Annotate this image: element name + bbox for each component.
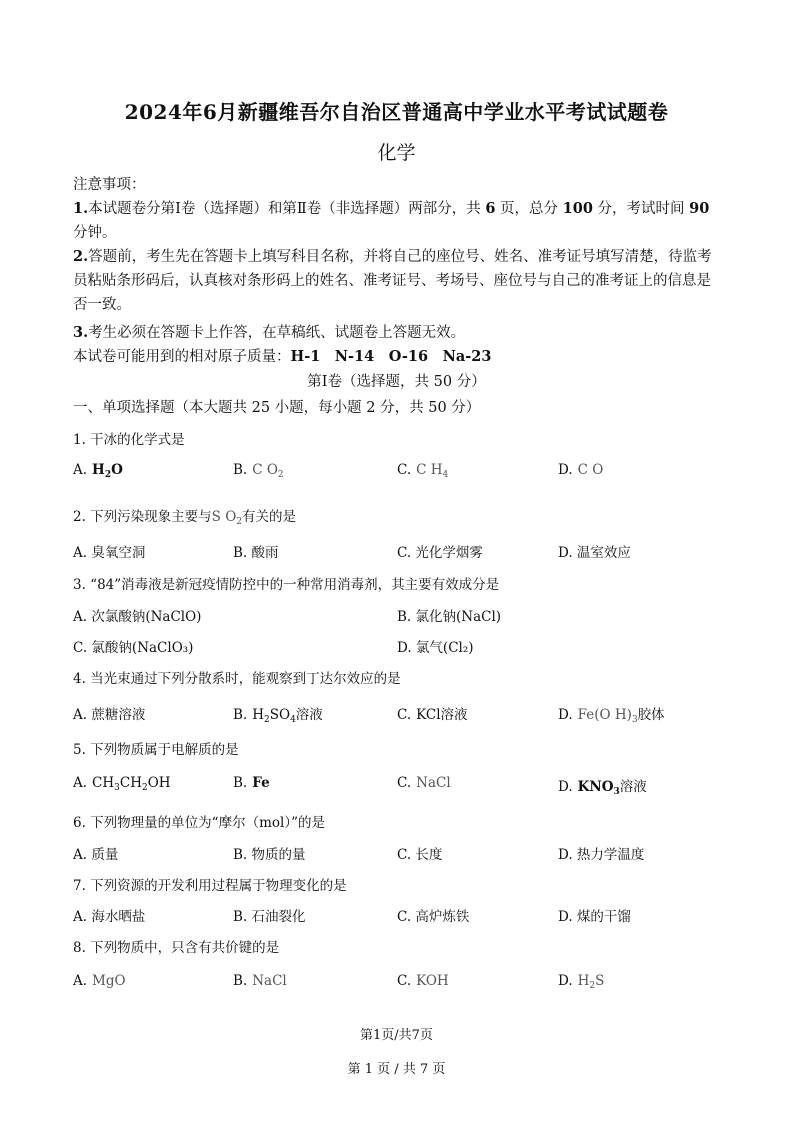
q6-option-b: B. 物质的量 [233, 847, 306, 863]
question-1-stem: 1. 干冰的化学式是 [73, 432, 185, 448]
page-footer-inner: 第1页/共7页 [360, 1028, 433, 1043]
q5-option-d: D. $KNO_3$溶液 [558, 779, 647, 797]
q5-option-c: C. NaCl [397, 775, 451, 791]
atomic-masses [73, 345, 491, 369]
notes-heading: 注意事项： [73, 177, 146, 193]
q3-option-c: C. 氯酸钠(NaClO₃) [73, 640, 194, 656]
q6-option-d: D. 热力学温度 [558, 847, 645, 863]
question-8-stem: 8. 下列物质中，只含有共价键的是 [73, 940, 280, 956]
q4-option-d: D. Fe(O $H)_3$胶体 [558, 707, 665, 725]
atomic-masses-label: 本试卷可能用到的相对原子质量： [73, 349, 291, 365]
q4-option-b: B. $H_2SO_4$溶液 [233, 707, 323, 725]
q1-option-b: B. C $O_2$ [233, 462, 284, 480]
subject-title: 化学 [377, 142, 416, 164]
q7-option-d: D. 煤的干馏 [558, 909, 631, 925]
question-7-stem: 7. 下列资源的开发利用过程属于物理变化的是 [73, 878, 347, 894]
question-3-stem: 3. “84”消毒液是新冠疫情防控中的一种常用消毒剂，其主要有效成分是 [73, 577, 500, 593]
q1-option-c: C. C $H_4$ [397, 462, 449, 480]
q4-option-a: A. 蔗糖溶液 [73, 707, 146, 723]
q3-option-a: A. 次氯酸钠(NaClO) [73, 609, 202, 625]
question-4-stem: 4. 当光束通过下列分散系时，能观察到丁达尔效应的是 [73, 671, 401, 687]
q1-option-a: A. $H_2O$ [73, 462, 123, 480]
q2-option-d: D. 温室效应 [558, 545, 631, 561]
q2-option-c: C. 光化学烟雾 [397, 545, 483, 561]
exam-title: 2024年6月新疆维吾尔自治区普通高中学业水平考试试题卷 [124, 100, 669, 124]
q3-option-b: B. 氯化钠(NaCl) [397, 609, 502, 625]
q8-option-a: A. MgO [73, 973, 126, 989]
q1-option-d: D. C O [558, 462, 604, 478]
section1-heading: 一、单项选择题（本大题共 25 小题，每小题 2 分，共 50 分） [73, 400, 481, 416]
q8-option-d: D. $H_2S$ [558, 973, 605, 991]
q7-option-a: A. 海水晒盐 [73, 909, 146, 925]
q2-option-a: A. 臭氧空洞 [73, 545, 146, 561]
note-3: 3.考生必须在答题卡上作答，在草稿纸、试题卷上答题无效。 [73, 324, 466, 341]
q4-option-c: C. KCl溶液 [397, 707, 468, 723]
question-2-stem: 2. 下列污染现象主要与S $O_2$有关的是 [73, 509, 297, 527]
page-footer-outer: 第 1 页 / 共 7 页 [347, 1062, 446, 1077]
note-1: 1.本试题卷分第Ⅰ卷（选择题）和第Ⅱ卷（非选择题）两部分，共 6 页，总分 100 分，考试时间 90 分钟。 [73, 200, 710, 241]
q5-option-a: A. $CH_3CH_2OH$ [73, 775, 171, 793]
q6-option-a: A. 质量 [73, 847, 119, 863]
q7-option-c: C. 高炉炼铁 [397, 909, 470, 925]
atomic-masses-values: H-1 N-14 O-16 Na-23 [290, 348, 492, 365]
q6-option-c: C. 长度 [397, 847, 443, 863]
q2-option-b: B. 酸雨 [233, 545, 279, 561]
note-2: 2.答题前，考生先在答题卡上填写科目名称，并将自己的座位号、姓名、准考证号填写清楚，待监考员粘贴条形码后，认真核对条形码上的姓名、准考证号、考场号、座位号与自己的准考证上的信息是否一致。 [73, 248, 712, 313]
q3-option-d: D. 氯气(Cl₂) [397, 640, 474, 656]
question-6-stem: 6. 下列物理量的单位为“摩尔（mol）”的是 [73, 815, 325, 831]
q7-option-b: B. 石油裂化 [233, 909, 306, 925]
part1-heading: 第Ⅰ卷（选择题，共 50 分） [307, 374, 486, 390]
q8-option-b: B. NaCl [233, 973, 287, 989]
q5-option-b: B. Fe [233, 775, 270, 791]
question-5-stem: 5. 下列物质属于电解质的是 [73, 742, 239, 758]
q8-option-c: C. KOH [397, 973, 449, 989]
